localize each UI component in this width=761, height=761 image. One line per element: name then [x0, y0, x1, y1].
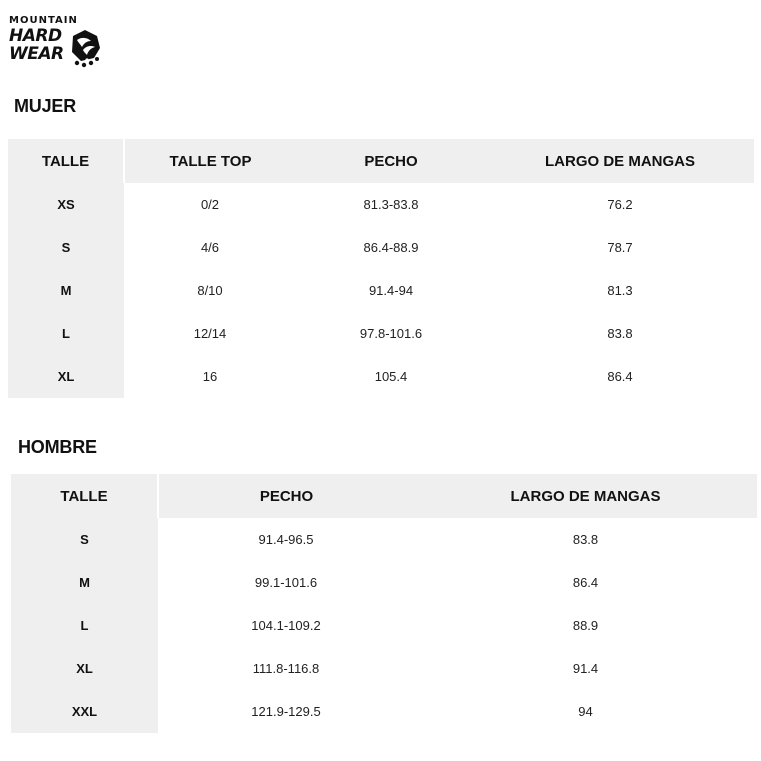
column-header: TALLE	[11, 474, 158, 518]
table-row	[8, 312, 754, 355]
table-cell: 83.8	[572, 532, 599, 547]
table-cell: 16	[202, 369, 218, 384]
brand-line-3: WEAR	[9, 44, 64, 64]
table-header-row	[8, 139, 754, 183]
column-header: LARGO DE MANGAS	[486, 139, 754, 183]
table-cell: 4/6	[200, 240, 220, 255]
size-cell: S	[8, 226, 124, 269]
table-cell: 8/10	[197, 283, 223, 298]
brand-logo	[9, 14, 99, 72]
table-cell: 86.4	[572, 575, 599, 590]
size-cell: M	[8, 269, 124, 312]
table-cell: 91.4	[572, 661, 599, 676]
size-cell: XS	[8, 183, 124, 226]
table-cell: 78.7	[607, 240, 633, 255]
section-title-mujer: MUJER	[14, 96, 77, 116]
table-cell: 81.3-83.8	[363, 197, 419, 212]
table-row	[8, 226, 754, 269]
table-cell: 121.9-129.5	[251, 704, 321, 719]
column-header: TALLE TOP	[124, 139, 296, 183]
table-cell: 105.4	[374, 369, 408, 384]
table-cell: 104.1-109.2	[251, 618, 321, 633]
table-cell: 86.4-88.9	[363, 240, 419, 255]
size-cell: XL	[8, 355, 124, 398]
table-cell: 94	[578, 704, 593, 719]
table-cell: 97.8-101.6	[359, 326, 423, 341]
section-title-hombre: HOMBRE	[18, 437, 97, 457]
table-row	[8, 183, 754, 226]
brand-line-2: HARD	[9, 26, 62, 46]
table-header-row	[11, 474, 757, 518]
table-cell: 76.2	[607, 197, 633, 212]
table-row	[11, 604, 757, 647]
table-cell: 0/2	[200, 197, 220, 212]
size-cell: L	[8, 312, 124, 355]
table-cell: 111.8-116.8	[252, 661, 320, 676]
size-cell: S	[11, 518, 158, 561]
table-cell: 86.4	[607, 369, 633, 384]
table-cell: 91.4-94	[368, 283, 414, 298]
column-header: LARGO DE MANGAS	[414, 474, 757, 518]
size-cell: L	[11, 604, 158, 647]
size-table-hombre	[11, 474, 757, 733]
brand-line-1: MOUNTAIN	[9, 15, 78, 26]
table-row	[8, 355, 754, 398]
size-cell: XXL	[11, 690, 158, 733]
size-cell: XL	[11, 647, 158, 690]
mountain-hardwear-nut-icon	[67, 28, 103, 68]
table-cell: 12/14	[193, 326, 227, 341]
size-cell: M	[11, 561, 158, 604]
size-table-mujer	[8, 139, 754, 398]
table-row	[11, 518, 757, 561]
column-header: TALLE	[8, 139, 124, 183]
table-cell: 83.8	[607, 326, 633, 341]
column-header: PECHO	[296, 139, 486, 183]
table-cell: 88.9	[572, 618, 599, 633]
table-cell: 81.3	[607, 283, 633, 298]
table-row	[8, 269, 754, 312]
table-row	[11, 561, 757, 604]
table-cell: 91.4-96.5	[258, 532, 314, 547]
column-header: PECHO	[158, 474, 414, 518]
table-cell: 99.1-101.6	[254, 575, 318, 590]
table-row	[11, 647, 757, 690]
table-row	[11, 690, 757, 733]
